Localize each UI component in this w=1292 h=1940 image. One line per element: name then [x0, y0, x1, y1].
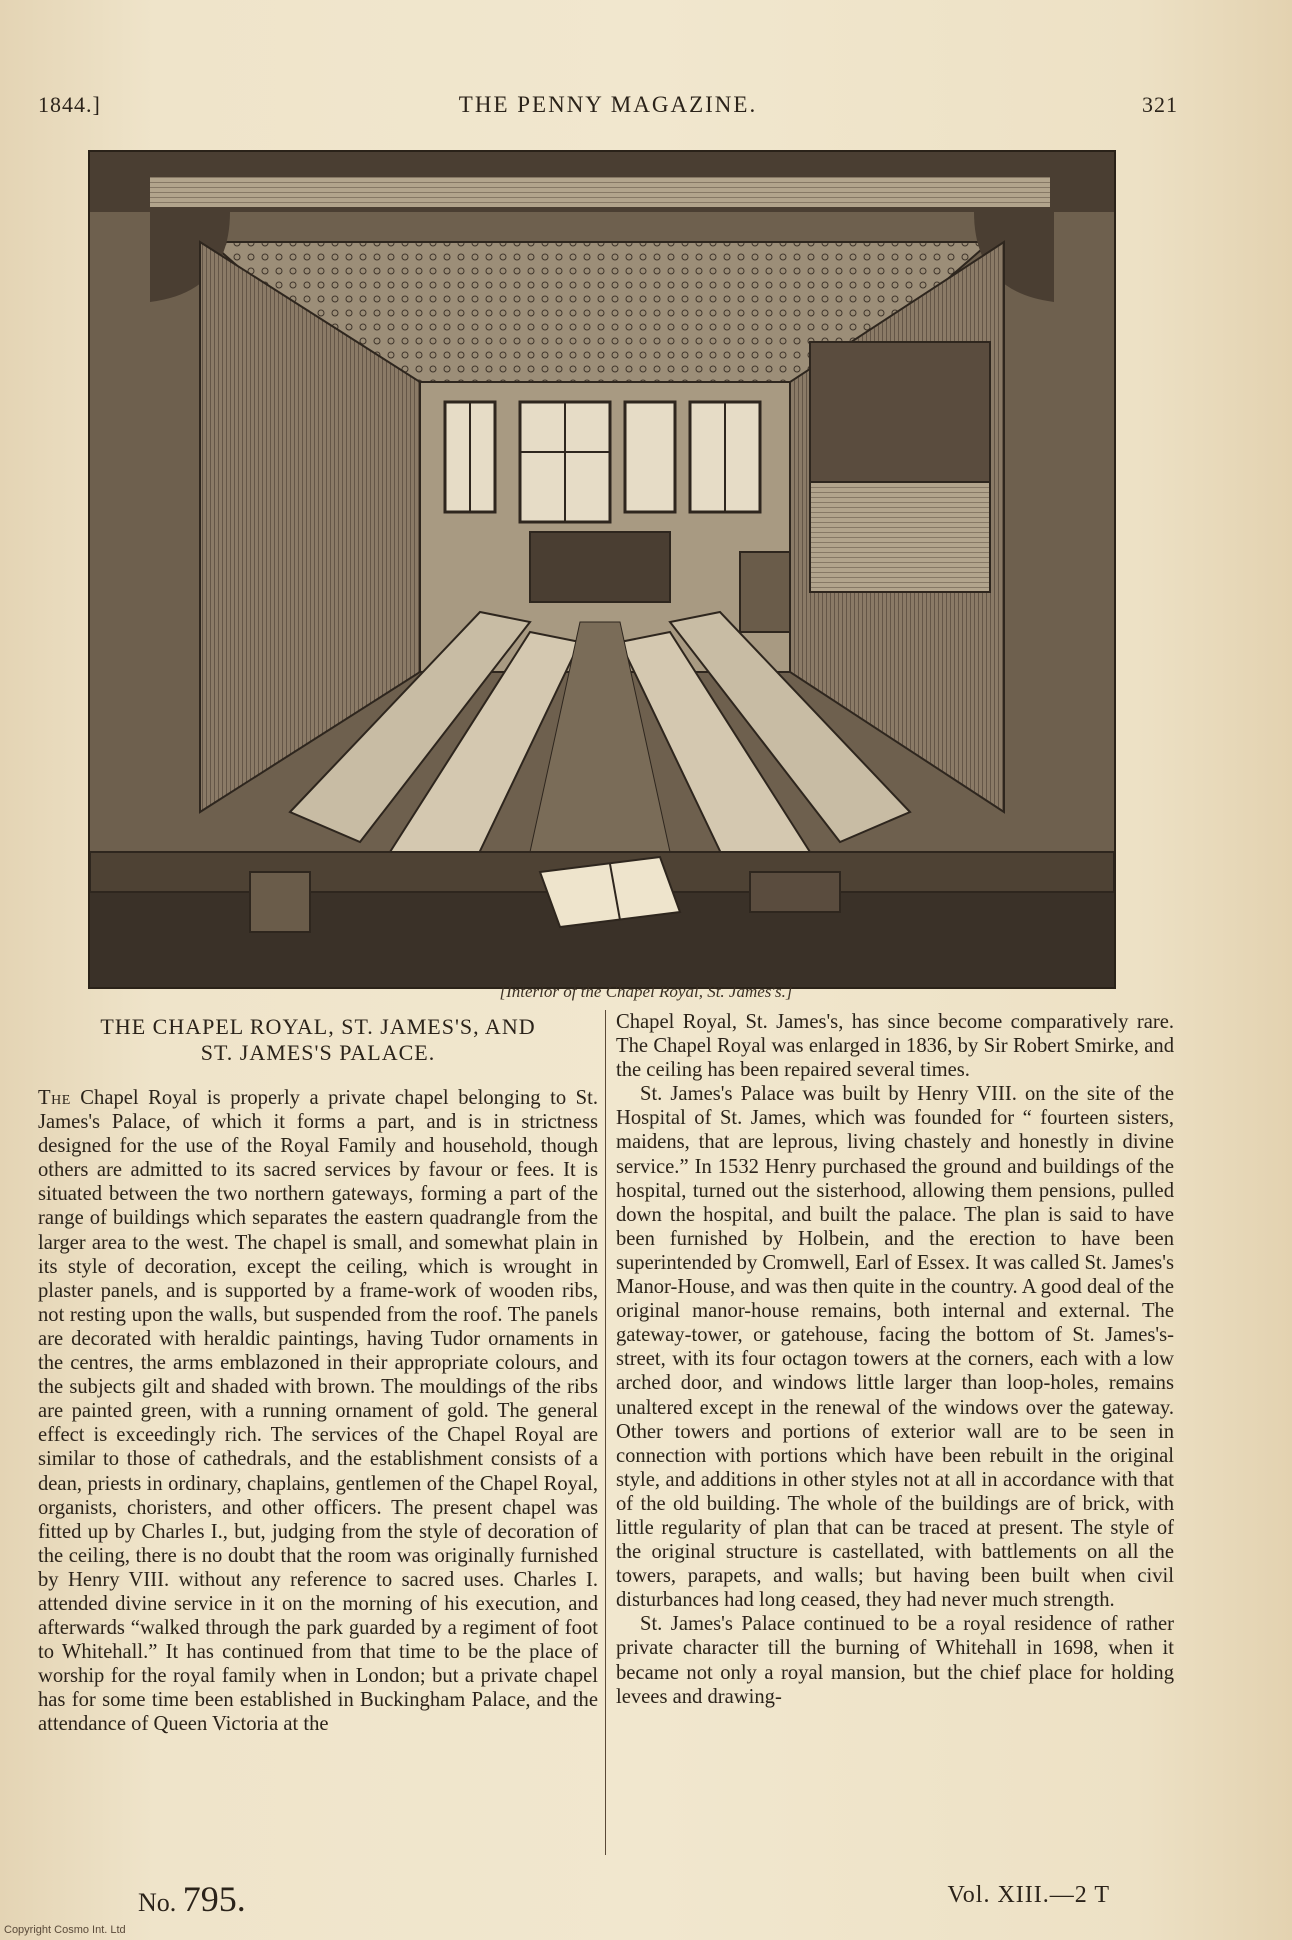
article-title-line-2: ST. JAMES'S PALACE.: [200, 1040, 436, 1065]
right-paragraph-2: St. James's Palace was built by Henry VIII. on the site of the Hospital of St. James, which was founded for “ fourteen sisters, maidens, that are leprous, living chastely and honestly in divine service.” In 1532 Henry purchased the ground and buildings of the hospital, turned out the sisterhood, allowing them pensions, pulled down the hospital, and built the palace. The plan is said to have been furnished by Holbein, and the erection to have been superintended by Cromwell, Earl of Essex. It was called St. James's Manor-House, and was then quite in the country. A good deal of the original manor-house remains, both internal and external. The gateway-tower, or gatehouse, facing the bottom of St. James's-street, with its four octagon towers at the corners, each with a low arched door, and windows little larger than loop-holes, remains unaltered except in the renewal of the windows over the gateway. Other towers and portions of exterior wall are to be seen in connection with portions which have been rebuilt in the original style, and additions in other styles not at all in accordance with that of the old building. The whole of the buildings are of brick, with little regularity of plan that can be traced at present. The style of the original structure is castellated, with battlements on all the towers, parapets, and walls; but having been built when civil disturbances had long ceased, they had never much strength.: [616, 1083, 1174, 1612]
left-paragraph-text: Chapel Royal is properly a private chapel belonging to St. James's Palace, of which it forms a part, and is in strictness designed for the use of the Royal Family and household, though others are admitted to its sacred services by favour or fees. It is situated between the two northern gateways, forming a part of the range of buildings which separates the eastern quadrangle from the larger area to the west. The chapel is small, and somewhat plain in its style of decoration, except the ceiling, which is wrought in plaster panels, and is supported by a frame-work of wooden ribs, not resting upon the walls, but suspended from the roof. The panels are decorated with heraldic paintings, having Tudor ornaments in the centres, the arms emblazoned in their appropriate colours, and the subjects gilt and shaded with brown. The mouldings of the ribs are painted green, with a running ornament of gold. The general effect is exceedingly rich. The services of the Chapel Royal are similar to those of cathedrals, and the establishment consists of a dean, priests in ordinary, chaplains, gentlemen of the Chapel Royal, organists, choristers, and other officers. The present chapel was fitted up by Charles I., but, judging from the style of decoration of the ceiling, there is no doubt that the room was originally furnished by Henry VIII. without any reference to sacred uses. Charles I. attended divine service in it on the morning of his execution, and afterwards “walked through the park guarded by a regiment of foot to Whitehall.” It has continued from that time to be the place of worship for the royal family when in London; but a private chapel has for some time been established in Buckingham Palace, and the attendance of Queen Victoria at the: [38, 1087, 598, 1736]
lead-word: The: [38, 1087, 71, 1109]
page-footer: [38, 1878, 1178, 1918]
issue-number: [138, 1878, 246, 1920]
article-title-line-1: THE CHAPEL ROYAL, ST. JAMES'S, AND: [100, 1014, 536, 1039]
copyright-watermark: Copyright Cosmo Int. Ltd: [4, 1924, 126, 1936]
chapel-engraving: [88, 150, 1116, 989]
chapel-interior-illustration: [90, 152, 1114, 987]
figure-caption: [Interior of the Chapel Royal, St. James's.]: [499, 982, 793, 1001]
right-paragraph-3: St. James's Palace continued to be a royal residence of rather private character till the burning of Whitehall in 1698, when it became not only a royal mansion, but the chief place for holding levees and drawing-: [616, 1613, 1174, 1708]
page-number: 321: [1142, 92, 1178, 117]
running-head: [38, 92, 1178, 122]
left-paragraph: [38, 1086, 598, 1737]
header-year: 1844.]: [38, 92, 101, 117]
column-divider: [605, 1010, 606, 1855]
article-title: [38, 1014, 598, 1066]
left-column: [38, 1010, 598, 1737]
volume-signature: Vol. XIII.—2 T: [947, 1882, 1110, 1908]
issue-number-value: 795.: [182, 1879, 246, 1919]
issue-number-prefix: No.: [138, 1888, 177, 1917]
right-paragraph-1: Chapel Royal, St. James's, has since become comparatively rare. The Chapel Royal was enlarged in 1836, by Sir Robert Smirke, and the ceiling has been repaired several times.: [616, 1011, 1174, 1082]
right-column: [616, 1010, 1174, 1709]
magazine-title: THE PENNY MAGAZINE.: [458, 92, 758, 117]
